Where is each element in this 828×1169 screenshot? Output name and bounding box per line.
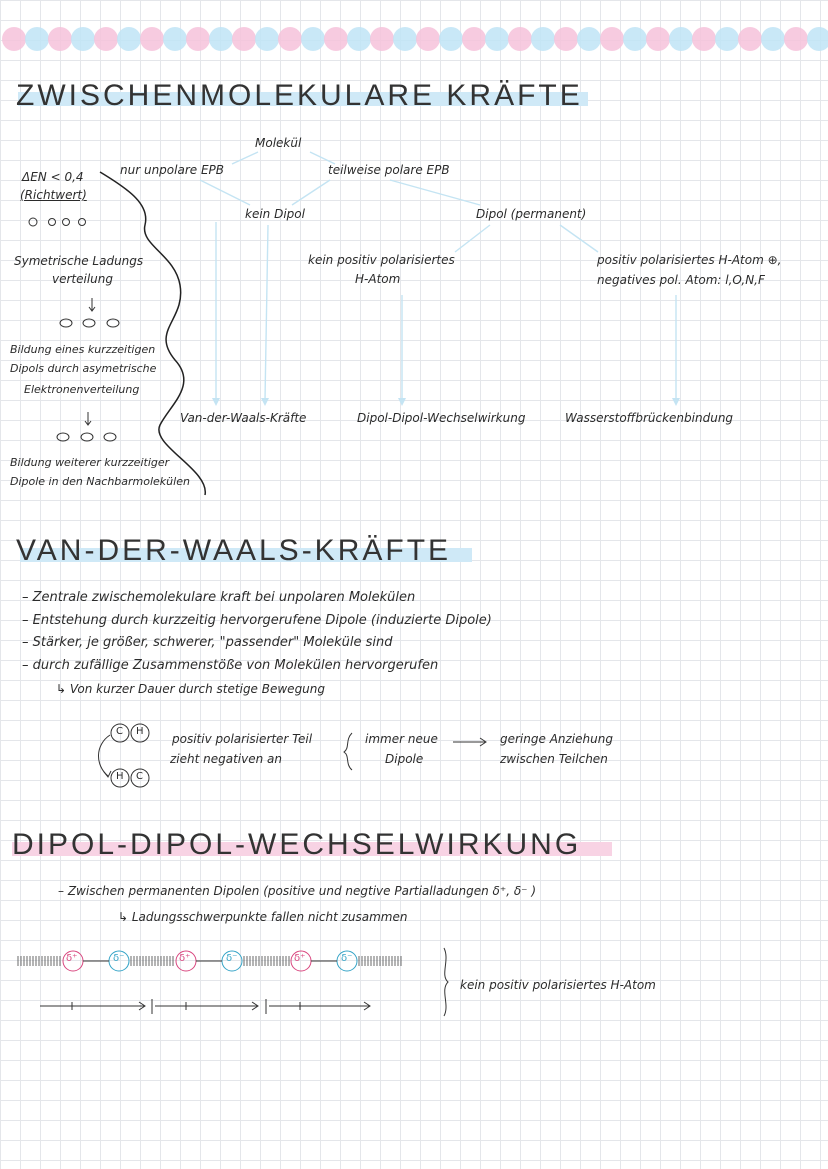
- vdw-brace-text-2: Dipole: [385, 752, 424, 766]
- result-wasserstoffbruecken: Wasserstoffbrückenbindung: [565, 411, 734, 425]
- dipole-1-minus: δ⁻: [113, 953, 125, 964]
- vdw-atom-c-top: C: [116, 726, 123, 737]
- dipole-3-minus: δ⁻: [341, 953, 353, 964]
- dipole-1-plus: δ⁺: [66, 953, 78, 964]
- result-van-der-waals: Van-der-Waals-Kräfte: [180, 411, 307, 425]
- vdw-bullet-1: – Zentrale zwischemolekulare kraft bei unpolaren Molekülen: [22, 590, 416, 605]
- sidebar-bildung-3: Elektronenverteilung: [24, 383, 140, 396]
- dd-title: DIPOL-DIPOL-WECHSELWIRKUNG: [12, 828, 582, 861]
- sidebar-sym-2: verteilung: [52, 272, 114, 286]
- vdw-bullet-2: – Entstehung durch kurzzeitig hervorgerufene Dipole (induzierte Dipole): [22, 613, 492, 628]
- sidebar-bildung-1: Bildung eines kurzzeitigen: [10, 343, 156, 356]
- dd-bullet: – Zwischen permanenten Dipolen (positive und negtive Partialladungen δ⁺, δ⁻ ): [58, 884, 537, 898]
- result-dipol-dipol: Dipol-Dipol-Wechselwirkung: [357, 411, 526, 425]
- vdw-result-2: zwischen Teilchen: [500, 752, 608, 766]
- tree-dipol: Dipol (permanent): [476, 207, 587, 221]
- tree-left-branch: nur unpolare EPB: [120, 163, 224, 177]
- dd-brace-text: kein positiv polarisiertes H-Atom: [460, 978, 656, 992]
- vdw-atom-h-bottom: H: [116, 771, 124, 782]
- vdw-atom-h-top: H: [136, 726, 144, 737]
- dd-sub-note: ↳ Ladungsschwerpunkte fallen nicht zusammen: [118, 910, 408, 924]
- vdw-bullet-4: – durch zufällige Zusammenstöße von Molekülen hervorgerufen: [22, 658, 439, 673]
- dipole-2-minus: δ⁻: [226, 953, 238, 964]
- vdw-note-2: zieht negativen an: [170, 752, 283, 766]
- vdw-bullet-3: – Stärker, je größer, schwerer, "passender" Moleküle sind: [22, 635, 393, 650]
- tree-right-branch: teilweise polare EPB: [328, 163, 450, 177]
- sidebar-richtwert: (Richtwert): [20, 188, 87, 202]
- tree-root: Molekül: [255, 136, 302, 150]
- vdw-atom-c-bottom: C: [136, 771, 143, 782]
- vdw-result-1: geringe Anziehung: [500, 732, 613, 746]
- vdw-brace-text-1: immer neue: [365, 732, 438, 746]
- tree-kein-positiv-line2: H-Atom: [355, 272, 401, 286]
- sidebar-weiter-1: Bildung weiterer kurzzeitiger: [10, 456, 170, 469]
- tree-kein-positiv: kein positiv polarisiertes: [308, 253, 455, 267]
- page-title: ZWISCHENMOLEKULARE KRÄFTE: [16, 79, 583, 112]
- vdw-note-1: positiv polarisierter Teil: [172, 732, 313, 746]
- sidebar-bildung-2: Dipols durch asymetrische: [10, 362, 157, 375]
- sidebar-delta-en: ΔEN < 0,4: [22, 170, 84, 184]
- tree-positiv-line2: negatives pol. Atom: l,O,N,F: [597, 273, 765, 287]
- sidebar-sym-1: Symetrische Ladungs: [14, 254, 144, 268]
- sidebar-weiter-2: Dipole in den Nachbarmolekülen: [10, 475, 190, 488]
- tree-kein-dipol: kein Dipol: [245, 207, 305, 221]
- vdw-title: VAN-DER-WAALS-KRÄFTE: [16, 534, 452, 567]
- dipole-2-plus: δ⁺: [179, 953, 191, 964]
- dipole-3-plus: δ⁺: [294, 953, 306, 964]
- vdw-sub-note: ↳ Von kurzer Dauer durch stetige Bewegung: [56, 682, 326, 696]
- tree-positiv: positiv polarisiertes H-Atom ⊕,: [597, 253, 782, 267]
